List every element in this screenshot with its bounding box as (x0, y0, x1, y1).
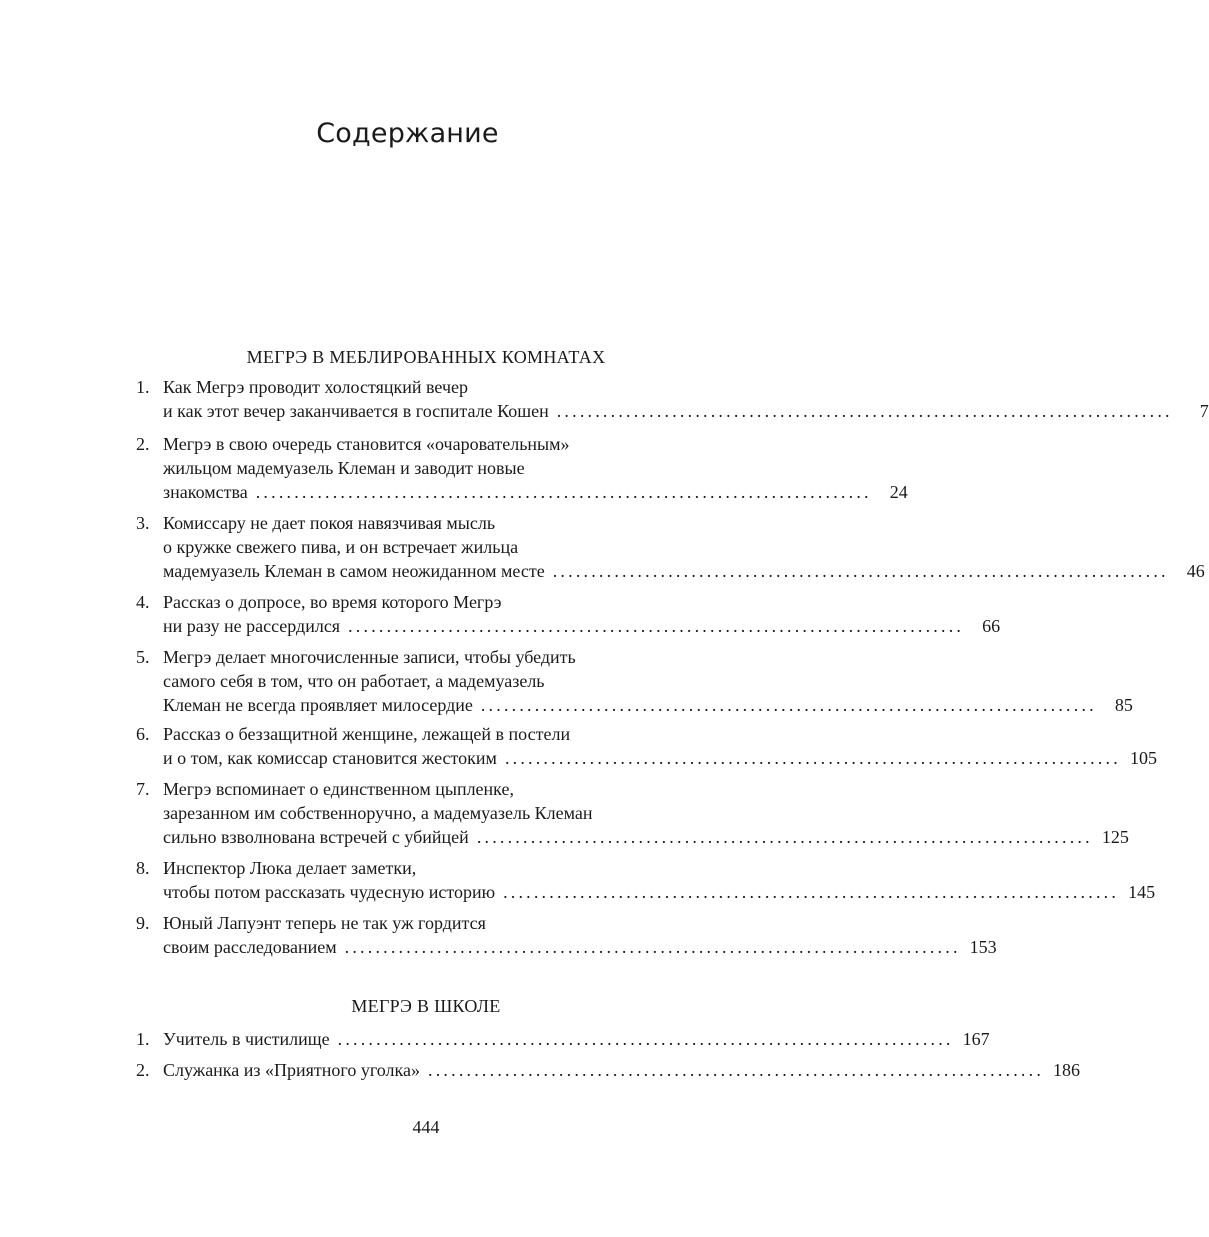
entry-title-line: Мегрэ вспоминает о единственном цыпленке, (163, 779, 514, 799)
dot-leader: ................................................................................ (476, 827, 1093, 847)
entry-number: 1. (136, 377, 150, 397)
dot-leader: ................................................................................ (556, 401, 1173, 421)
entry-title-line: Служанка из «Приятного уголка» (163, 1060, 421, 1080)
entry-title-line: Инспектор Люка делает заметки, (163, 858, 417, 878)
entry-number: 1. (136, 1029, 150, 1049)
entry-title-line: Юный Лапуэнт теперь не так уж гордится (163, 913, 486, 933)
dot-leader: ................................................................................ (428, 1060, 1045, 1080)
entry-title-line: и как этот вечер заканчивается в госпитале Кошен (163, 401, 549, 421)
entry-page-number: 105 (1129, 748, 1157, 768)
entry-page-number: 46 (1186, 561, 1205, 581)
entry-title-line: зарезанном им собственноручно, а мадемуазель Клеман (163, 803, 593, 823)
entry-title-line: чтобы потом рассказать чудесную историю (163, 882, 496, 902)
entry-title-line: Рассказ о беззащитной женщине, лежащей в постели (163, 724, 571, 744)
entry-number: 9. (136, 913, 150, 933)
toc-entry (136, 1027, 990, 1051)
toc-entry (136, 911, 997, 959)
entry-page-number: 7 (1199, 401, 1209, 421)
dot-leader: ................................................................................ (344, 937, 961, 957)
entry-number: 7. (136, 779, 150, 799)
entry-page-number: 24 (889, 482, 908, 502)
entry-title-line: своим расследованием (163, 937, 337, 957)
dot-leader: ................................................................................ (552, 561, 1169, 581)
entry-title-line: Как Мегрэ проводит холостяцкий вечер (163, 377, 468, 397)
entry-title-line: мадемуазель Клеман в самом неожиданном месте (163, 561, 545, 581)
dot-leader: ................................................................................ (503, 882, 1120, 902)
entry-number: 8. (136, 858, 150, 878)
entry-title-line: самого себя в том, что он работает, а мадемуазель (163, 671, 545, 691)
entry-title-line: знакомства (163, 482, 248, 502)
toc-entry (136, 645, 1133, 717)
entry-number: 2. (136, 1060, 150, 1080)
entry-page-number: 167 (962, 1029, 990, 1049)
toc-entry (136, 856, 1156, 904)
section-heading: МЕГРЭ В ШКОЛЕ (351, 996, 501, 1016)
entry-title-line: сильно взволнована встречей с убийцей (163, 827, 469, 847)
toc-entry (136, 1058, 1081, 1082)
entry-number: 4. (136, 592, 150, 612)
page-number: 444 (412, 1117, 440, 1137)
entry-title-line: о кружке свежего пива, и он встречает жильца (163, 537, 519, 557)
entry-number: 3. (136, 513, 150, 533)
entry-title-line: и о том, как комиссар становится жестоким (163, 748, 497, 768)
toc-entry (136, 722, 1157, 770)
section-heading: МЕГРЭ В МЕБЛИРОВАННЫХ КОМНАТАХ (246, 347, 606, 367)
entry-page-number: 125 (1101, 827, 1129, 847)
entry-page-number: 85 (1114, 695, 1133, 715)
entry-title-line: Учитель в чистилище (163, 1029, 330, 1049)
entry-number: 6. (136, 724, 150, 744)
toc-entry (136, 590, 1001, 638)
dot-leader: ................................................................................ (504, 748, 1121, 768)
entry-page-number: 66 (982, 616, 1001, 636)
entry-title-line: Клеман не всегда проявляет милосердие (163, 695, 473, 715)
dot-leader: ................................................................................ (480, 695, 1097, 715)
entry-number: 2. (136, 434, 150, 454)
entry-number: 5. (136, 647, 150, 667)
entry-title-line: Мегрэ в свою очередь становится «очаровательным» (163, 434, 570, 454)
page-title: Содержание (316, 118, 499, 149)
toc-entry (136, 511, 1205, 583)
entry-title-line: Мегрэ делает многочисленные записи, чтобы убедить (163, 647, 576, 667)
entry-page-number: 145 (1128, 882, 1156, 902)
dot-leader: ................................................................................ (348, 616, 965, 636)
entry-title-line: Рассказ о допросе, во время которого Мегрэ (163, 592, 502, 612)
toc-entry (136, 432, 908, 504)
entry-title-line: ни разу не рассердился (163, 616, 341, 636)
entry-title-line: Комиссару не дает покоя навязчивая мысль (163, 513, 496, 533)
entry-title-line: жильцом мадемуазель Клеман и заводит новые (163, 458, 525, 478)
dot-leader: ................................................................................ (255, 482, 872, 502)
entry-page-number: 153 (969, 937, 997, 957)
entry-page-number: 186 (1053, 1060, 1081, 1080)
dot-leader: ................................................................................ (337, 1029, 954, 1049)
toc-entry (136, 375, 1209, 423)
toc-entry (136, 777, 1129, 849)
